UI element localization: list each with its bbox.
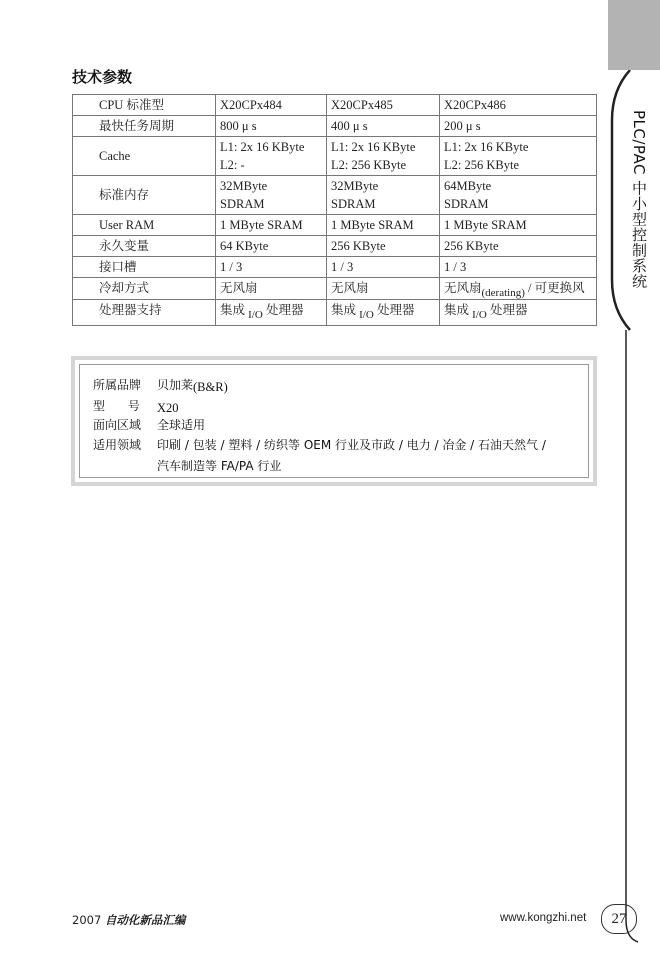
info-key: 适用领域 <box>93 438 142 452</box>
page-number: 27 <box>601 904 637 934</box>
table-cell: 400 μ s <box>327 116 440 137</box>
cell-text: 无风扇 <box>444 281 482 295</box>
table-cell <box>216 176 327 215</box>
table-cell <box>440 300 597 326</box>
cell-line: 32MByte <box>331 179 379 193</box>
cell-line: 32MByte <box>220 179 268 193</box>
table-cell: 800 μ s <box>216 116 327 137</box>
table-row <box>73 236 597 257</box>
spec-table <box>72 94 597 326</box>
cell-text: / 可更换风 <box>524 281 585 295</box>
table-cell <box>216 137 327 176</box>
table-cell: 64 KByte <box>216 236 327 257</box>
table-cell <box>440 176 597 215</box>
info-key: 所属品牌 <box>93 378 142 392</box>
row-label: User RAM <box>73 215 216 236</box>
cell-line: 64MByte <box>444 179 492 193</box>
info-value-suffix: (B&R) <box>193 380 228 394</box>
table-cell: X20CPx486 <box>440 95 597 116</box>
table-row <box>73 278 597 300</box>
table-cell: 256 KByte <box>327 236 440 257</box>
info-brand <box>93 376 228 393</box>
cell-line: L2: 256 KByte <box>444 158 519 172</box>
cell-line: SDRAM <box>444 197 489 211</box>
cell-subscript: (derating) <box>481 287 525 299</box>
info-value: X20 <box>157 401 179 415</box>
cell-subscript: I/O <box>472 309 487 321</box>
cell-line: L2: - <box>220 158 245 172</box>
info-value: 贝加莱 <box>157 378 194 392</box>
table-cell: 1 / 3 <box>216 257 327 278</box>
table-row <box>73 137 597 176</box>
info-model <box>93 397 179 414</box>
cell-subscript: I/O <box>248 309 263 321</box>
corner-tab <box>608 0 660 70</box>
info-key: 型 号 <box>93 399 140 413</box>
row-label: 最快任务周期 <box>73 116 216 137</box>
row-label: 标准内存 <box>73 176 216 215</box>
table-cell <box>327 176 440 215</box>
cell-text: 集成 <box>331 303 360 317</box>
info-fields <box>93 436 546 453</box>
table-row <box>73 257 597 278</box>
table-cell: X20CPx484 <box>216 95 327 116</box>
info-value: 全球适用 <box>157 418 206 432</box>
table-cell: 256 KByte <box>440 236 597 257</box>
info-fields-cont <box>157 457 281 474</box>
footer-left <box>72 912 185 928</box>
row-label: 处理器支持 <box>73 300 216 326</box>
table-cell: 无风扇 <box>216 278 327 300</box>
table-cell: X20CPx485 <box>327 95 440 116</box>
cell-subscript: I/O <box>359 309 374 321</box>
table-cell: 1 MByte SRAM <box>216 215 327 236</box>
table-row <box>73 176 597 215</box>
table-cell <box>327 300 440 326</box>
cell-line: L2: 256 KByte <box>331 158 406 172</box>
cell-text: 处理器 <box>262 303 304 317</box>
table-cell: 1 / 3 <box>327 257 440 278</box>
table-row <box>73 116 597 137</box>
side-title: PLC/PAC 中小型控制系统 <box>630 110 648 289</box>
table-cell <box>216 300 327 326</box>
cell-text: 集成 <box>220 303 249 317</box>
footer-url: www.kongzhi.net <box>500 912 587 924</box>
table-cell: 无风扇 <box>327 278 440 300</box>
cell-line: SDRAM <box>220 197 265 211</box>
row-label: CPU 标准型 <box>73 95 216 116</box>
cell-line: L1: 2x 16 KByte <box>331 140 416 154</box>
section-title: 技术参数 <box>72 68 133 86</box>
cell-line: L1: 2x 16 KByte <box>220 140 305 154</box>
row-label: 永久变量 <box>73 236 216 257</box>
cell-line: SDRAM <box>331 197 376 211</box>
info-value: 印刷 / 包装 / 塑料 / 纺织等 OEM 行业及市政 / 电力 / 冶金 / 石油天然气 / <box>157 438 546 452</box>
cell-line: L1: 2x 16 KByte <box>444 140 529 154</box>
cell-text: 处理器 <box>373 303 415 317</box>
footer-book-title: 自动化新品汇编 <box>104 913 186 927</box>
row-label: 冷却方式 <box>73 278 216 300</box>
info-region <box>93 416 205 433</box>
row-label: 接口槽 <box>73 257 216 278</box>
info-value: 汽车制造等 FA/PA 行业 <box>157 459 282 473</box>
table-cell: 1 / 3 <box>440 257 597 278</box>
table-row <box>73 215 597 236</box>
table-row <box>73 300 597 326</box>
info-key: 面向区域 <box>93 418 142 432</box>
footer-year: 2007 <box>72 913 102 927</box>
table-cell <box>440 137 597 176</box>
row-label: Cache <box>73 137 216 176</box>
cell-text: 处理器 <box>486 303 528 317</box>
product-info-box <box>71 356 597 486</box>
table-row <box>73 95 597 116</box>
table-cell <box>440 278 597 300</box>
cell-text: 集成 <box>444 303 473 317</box>
table-cell: 1 MByte SRAM <box>440 215 597 236</box>
table-cell: 200 μ s <box>440 116 597 137</box>
table-cell <box>327 137 440 176</box>
table-cell: 1 MByte SRAM <box>327 215 440 236</box>
